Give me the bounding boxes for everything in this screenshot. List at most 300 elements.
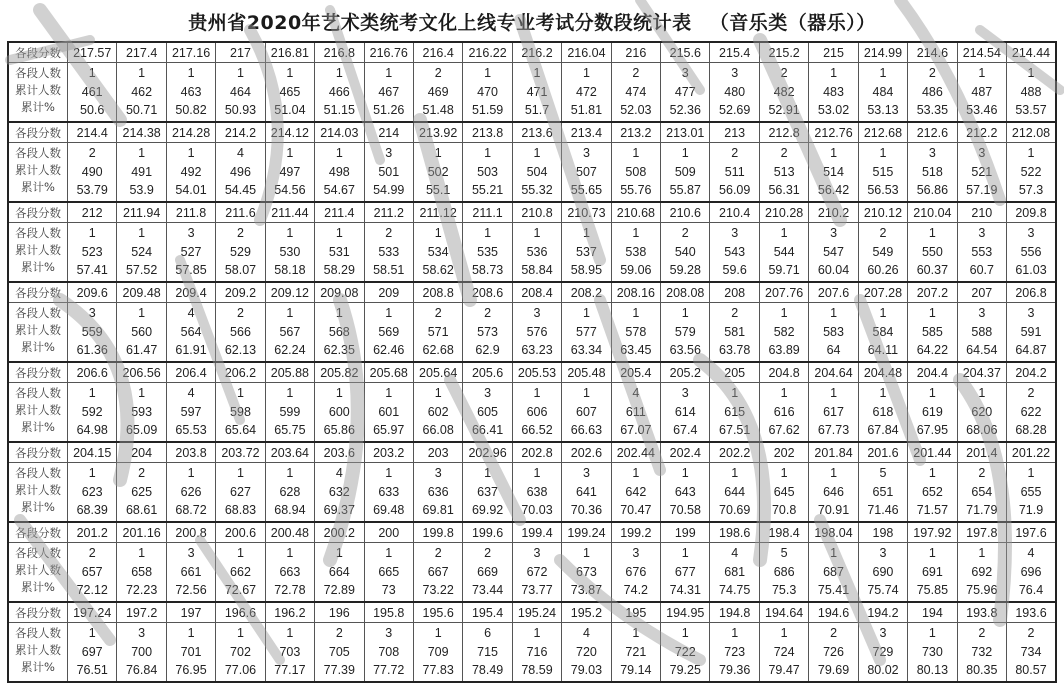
stats-cell [265, 223, 314, 283]
percent-value: 72.78 [274, 583, 306, 597]
cumulative-value: 477 [674, 84, 696, 99]
stats-row [8, 623, 1056, 683]
score-cell: 214.44 [1007, 42, 1056, 63]
score-cell: 212.8 [759, 122, 808, 143]
score-cell: 197.8 [957, 522, 1006, 543]
stats-cell [710, 383, 759, 443]
stats-cell [611, 303, 660, 363]
count-value: 1 [1027, 466, 1035, 480]
score-cell: 213.01 [661, 122, 710, 143]
score-cell: 210 [957, 202, 1006, 223]
cumulative-value: 655 [1020, 484, 1042, 499]
stats-cell [809, 623, 858, 683]
cumulative-value: 502 [427, 164, 449, 179]
score-cell: 212.6 [908, 122, 957, 143]
stats-cell [611, 63, 660, 123]
percent-value: 54.99 [373, 183, 405, 197]
percent-value: 51.48 [422, 103, 454, 117]
percent-value: 80.13 [916, 663, 949, 677]
score-cell: 195.4 [463, 602, 512, 623]
cumulative-value: 518 [921, 164, 943, 179]
cumulative-value: 692 [971, 564, 993, 579]
count-value: 1 [434, 386, 442, 400]
stats-cell [463, 223, 512, 283]
count-value: 1 [286, 146, 294, 160]
count-value: 1 [385, 386, 393, 400]
row-label-cumulative: 累计人数 [15, 403, 61, 417]
count-value: 2 [434, 66, 442, 80]
cumulative-value: 626 [180, 484, 202, 499]
stats-cell [315, 623, 364, 683]
count-value: 1 [138, 306, 146, 320]
cumulative-value: 667 [427, 564, 449, 579]
score-cell: 205 [710, 362, 759, 383]
percent-value: 73.87 [570, 583, 603, 597]
count-value: 1 [780, 306, 788, 320]
percent-value: 63.34 [570, 343, 603, 357]
percent-value: 50.6 [80, 103, 105, 117]
row-label-cumulative: 累计人数 [15, 643, 61, 657]
stats-cell [858, 303, 907, 363]
row-label-count: 各段人数 [15, 66, 61, 80]
cumulative-value: 490 [81, 164, 103, 179]
score-cell: 197.2 [117, 602, 166, 623]
cumulative-value: 686 [773, 564, 795, 579]
percent-value: 80.35 [966, 663, 998, 677]
count-value: 1 [879, 146, 887, 160]
stats-cell [858, 143, 907, 203]
percent-value: 50.93 [224, 103, 257, 117]
stats-cell [710, 623, 759, 683]
stats-cell [166, 463, 215, 523]
percent-value: 55.65 [570, 183, 603, 197]
score-cell: 205.64 [413, 362, 462, 383]
cumulative-value: 501 [378, 164, 400, 179]
cumulative-value: 508 [625, 164, 647, 179]
count-value: 4 [1027, 546, 1035, 560]
count-value: 1 [484, 226, 492, 240]
row-label-score: 各段分数 [8, 362, 68, 383]
percent-value: 56.53 [867, 183, 899, 197]
count-value: 1 [237, 546, 244, 560]
percent-value: 65.86 [323, 423, 355, 437]
stats-cell [315, 223, 364, 283]
cumulative-value: 582 [773, 324, 795, 339]
stats-cell [512, 623, 561, 683]
percent-value: 72.56 [175, 583, 207, 597]
stats-cell [512, 223, 561, 283]
count-value: 2 [681, 226, 689, 240]
count-value: 3 [731, 226, 739, 240]
row-label-score: 各段分数 [8, 42, 68, 63]
cumulative-value: 465 [279, 84, 301, 99]
score-cell: 207.6 [809, 282, 858, 303]
percent-value: 62.68 [422, 343, 454, 357]
score-cell: 205.88 [265, 362, 314, 383]
score-cell: 205.6 [463, 362, 512, 383]
stats-cell [68, 63, 117, 123]
score-cell: 208.6 [463, 282, 512, 303]
row-label-percent: 累计% [21, 180, 55, 194]
stats-cell [562, 543, 611, 603]
score-cell: 209.12 [265, 282, 314, 303]
row-labels-stats [8, 623, 68, 683]
count-value: 1 [335, 226, 343, 240]
cumulative-value: 633 [378, 484, 400, 499]
cumulative-value: 702 [230, 644, 251, 659]
count-value: 2 [88, 546, 96, 560]
score-cell: 214.99 [858, 42, 907, 63]
score-cell: 203.2 [364, 442, 413, 463]
percent-value: 70.47 [620, 503, 652, 517]
score-cell: 216 [611, 42, 660, 63]
stats-row [8, 223, 1056, 283]
stats-cell [562, 383, 611, 443]
count-value: 1 [731, 626, 739, 640]
cumulative-value: 514 [823, 164, 844, 179]
stats-cell [1007, 623, 1056, 683]
cumulative-value: 642 [625, 484, 647, 499]
stats-cell [809, 463, 858, 523]
count-value: 1 [928, 306, 936, 320]
stats-cell [858, 383, 907, 443]
cumulative-value: 529 [230, 244, 251, 259]
percent-value: 77.83 [422, 663, 454, 677]
cumulative-value: 480 [724, 84, 746, 99]
count-value: 1 [88, 66, 96, 80]
count-value: 3 [484, 386, 492, 400]
percent-value: 70.03 [521, 503, 553, 517]
cumulative-value: 566 [230, 324, 251, 339]
cumulative-value: 628 [279, 484, 301, 499]
cumulative-value: 487 [971, 84, 993, 99]
cumulative-value: 676 [625, 564, 647, 579]
stats-cell [1007, 143, 1056, 203]
count-value: 1 [484, 66, 492, 80]
count-value: 1 [681, 626, 689, 640]
score-cell: 200.8 [166, 522, 215, 543]
stats-cell [1007, 543, 1056, 603]
percent-value: 67.51 [719, 423, 751, 437]
count-value: 1 [582, 226, 590, 240]
percent-value: 74.75 [719, 583, 751, 597]
count-value: 3 [978, 306, 986, 320]
count-value: 3 [187, 546, 195, 560]
score-cell: 210.8 [512, 202, 561, 223]
stats-cell [710, 303, 759, 363]
stats-row [8, 463, 1056, 523]
percent-value: 64.98 [76, 423, 108, 437]
stats-cell [562, 463, 611, 523]
stats-cell [562, 143, 611, 203]
score-cell: 213.6 [512, 122, 561, 143]
count-value: 2 [978, 626, 986, 640]
stats-cell [661, 623, 710, 683]
count-value: 1 [780, 226, 788, 240]
percent-value: 51.15 [323, 103, 355, 117]
stats-cell [315, 63, 364, 123]
row-label-percent: 累计% [21, 260, 55, 274]
score-cell: 208.08 [661, 282, 710, 303]
percent-value: 63.78 [719, 343, 751, 357]
count-value: 1 [335, 306, 343, 320]
cumulative-value: 696 [1020, 564, 1042, 579]
count-value: 1 [385, 466, 393, 480]
count-value: 4 [187, 386, 195, 400]
percent-value: 64.54 [966, 343, 998, 357]
count-value: 2 [1027, 626, 1035, 640]
cumulative-value: 705 [328, 644, 350, 659]
stats-cell [957, 463, 1006, 523]
row-label-percent: 累计% [21, 420, 55, 434]
percent-value: 72.89 [323, 583, 355, 597]
cumulative-value: 602 [427, 404, 449, 419]
cumulative-value: 734 [1020, 644, 1042, 659]
row-labels-stats [8, 303, 68, 363]
percent-value: 70.69 [719, 503, 751, 517]
count-value: 2 [484, 306, 492, 320]
score-cell: 204.37 [957, 362, 1006, 383]
score-cell: 204.48 [858, 362, 907, 383]
row-label-count: 各段人数 [15, 466, 61, 480]
count-value: 1 [88, 386, 96, 400]
stats-cell [117, 383, 166, 443]
cumulative-value: 491 [131, 164, 153, 179]
score-cell: 195.6 [413, 602, 462, 623]
score-cell: 205.48 [562, 362, 611, 383]
stats-cell [364, 303, 413, 363]
count-value: 2 [484, 546, 492, 560]
score-cell: 200.2 [315, 522, 364, 543]
percent-value: 69.92 [471, 503, 504, 517]
cumulative-value: 523 [81, 244, 103, 259]
percent-value: 67.4 [673, 423, 698, 437]
title-category: （音乐类（器乐）） [709, 12, 876, 34]
cumulative-value: 538 [625, 244, 647, 259]
cumulative-value: 498 [328, 164, 350, 179]
stats-cell [908, 303, 957, 363]
count-value: 1 [286, 66, 294, 80]
percent-value: 65.64 [224, 423, 257, 437]
stats-cell [216, 223, 265, 283]
percent-value: 71.79 [966, 503, 998, 517]
cumulative-value: 715 [477, 644, 499, 659]
cumulative-value: 597 [180, 404, 202, 419]
stats-cell [265, 143, 314, 203]
cumulative-value: 627 [230, 484, 251, 499]
score-cell: 198.4 [759, 522, 808, 543]
cumulative-value: 632 [328, 484, 350, 499]
cumulative-value: 569 [378, 324, 400, 339]
score-cell: 208 [710, 282, 759, 303]
stats-cell [661, 543, 710, 603]
page-title [0, 8, 1064, 35]
percent-value: 79.25 [669, 663, 701, 677]
stats-cell [957, 223, 1006, 283]
score-cell: 211.94 [117, 202, 166, 223]
percent-value: 56.09 [719, 183, 751, 197]
percent-value: 75.41 [817, 583, 850, 597]
count-value: 1 [187, 466, 195, 480]
row-label-cumulative: 累计人数 [15, 83, 61, 97]
stats-cell [809, 303, 858, 363]
cumulative-value: 690 [872, 564, 894, 579]
score-cell: 206.8 [1007, 282, 1056, 303]
percent-value: 69.48 [373, 503, 405, 517]
cumulative-value: 492 [180, 164, 202, 179]
score-cell: 209 [364, 282, 413, 303]
percent-value: 52.91 [768, 103, 800, 117]
percent-value: 77.72 [373, 663, 405, 677]
cumulative-value: 607 [576, 404, 597, 419]
stats-cell [265, 463, 314, 523]
cumulative-value: 661 [180, 564, 202, 579]
cumulative-value: 673 [576, 564, 597, 579]
cumulative-value: 496 [230, 164, 251, 179]
cumulative-value: 522 [1020, 164, 1042, 179]
score-row [8, 42, 1056, 63]
stats-cell [315, 143, 364, 203]
count-value: 1 [286, 386, 294, 400]
score-row [8, 442, 1056, 463]
count-value: 4 [237, 146, 244, 160]
cumulative-value: 617 [823, 404, 844, 419]
score-cell: 212 [68, 202, 117, 223]
percent-value: 62.24 [274, 343, 306, 357]
count-value: 1 [88, 466, 96, 480]
cumulative-value: 568 [328, 324, 350, 339]
count-value: 2 [731, 306, 739, 320]
row-label-count: 各段人数 [15, 146, 61, 160]
score-cell: 206.4 [166, 362, 215, 383]
cumulative-value: 641 [576, 484, 597, 499]
count-value: 1 [780, 626, 788, 640]
count-value: 1 [879, 386, 887, 400]
score-row [8, 202, 1056, 223]
stats-cell [759, 623, 808, 683]
count-value: 1 [879, 306, 887, 320]
stats-cell [957, 543, 1006, 603]
percent-value: 55.76 [620, 183, 652, 197]
score-cell: 197.92 [908, 522, 957, 543]
score-cell: 196 [315, 602, 364, 623]
percent-value: 67.95 [916, 423, 949, 437]
stats-cell [562, 303, 611, 363]
stats-cell [166, 623, 215, 683]
count-value: 1 [286, 626, 294, 640]
cumulative-value: 658 [131, 564, 153, 579]
percent-value: 63.89 [768, 343, 800, 357]
score-cell: 214.28 [166, 122, 215, 143]
cumulative-value: 472 [576, 84, 597, 99]
score-cell: 199.4 [512, 522, 561, 543]
percent-value: 68.28 [1015, 423, 1047, 437]
percent-value: 70.36 [570, 503, 603, 517]
percent-value: 68.72 [175, 503, 207, 517]
score-cell: 195.24 [512, 602, 561, 623]
count-value: 1 [385, 546, 393, 560]
score-cell: 212.08 [1007, 122, 1056, 143]
count-value: 1 [335, 146, 343, 160]
count-value: 1 [978, 386, 986, 400]
percent-value: 64.11 [867, 343, 899, 357]
count-value: 1 [237, 386, 244, 400]
cumulative-value: 509 [674, 164, 696, 179]
row-labels-stats [8, 543, 68, 603]
score-cell: 212.2 [957, 122, 1006, 143]
percent-value: 58.95 [570, 263, 603, 277]
count-value: 1 [237, 626, 244, 640]
count-value: 2 [385, 226, 393, 240]
count-value: 2 [632, 66, 640, 80]
score-cell: 216.22 [463, 42, 512, 63]
score-cell: 198.6 [710, 522, 759, 543]
percent-value: 62.35 [323, 343, 355, 357]
percent-value: 72.23 [125, 583, 158, 597]
count-value: 1 [335, 386, 343, 400]
count-value: 1 [533, 146, 541, 160]
stats-cell [166, 303, 215, 363]
stats-cell [413, 463, 462, 523]
score-cell: 202.96 [463, 442, 512, 463]
percent-value: 62.9 [475, 343, 500, 357]
cumulative-value: 527 [180, 244, 202, 259]
cumulative-value: 722 [674, 644, 696, 659]
stats-cell [908, 543, 957, 603]
stats-cell [858, 463, 907, 523]
percent-value: 57.19 [966, 183, 998, 197]
row-label-cumulative: 累计人数 [15, 323, 61, 337]
score-cell: 205.82 [315, 362, 364, 383]
score-cell: 211.1 [463, 202, 512, 223]
stats-cell [562, 63, 611, 123]
percent-value: 64 [826, 343, 841, 357]
count-value: 3 [928, 146, 936, 160]
stats-cell [166, 543, 215, 603]
score-cell: 194 [908, 602, 957, 623]
cumulative-value: 591 [1020, 324, 1042, 339]
stats-cell [166, 63, 215, 123]
count-value: 3 [582, 146, 590, 160]
count-value: 3 [681, 66, 689, 80]
score-cell: 202.2 [710, 442, 759, 463]
percent-value: 75.96 [966, 583, 998, 597]
count-value: 3 [88, 306, 96, 320]
stats-cell [611, 223, 660, 283]
percent-value: 78.59 [521, 663, 553, 677]
cumulative-value: 622 [1020, 404, 1042, 419]
stats-cell [117, 63, 166, 123]
count-value: 3 [1027, 226, 1035, 240]
score-cell: 214.38 [117, 122, 166, 143]
score-row [8, 362, 1056, 383]
percent-value: 77.39 [323, 663, 355, 677]
cumulative-value: 467 [378, 84, 400, 99]
stats-cell [611, 543, 660, 603]
count-value: 1 [632, 306, 640, 320]
cumulative-value: 536 [526, 244, 548, 259]
percent-value: 78.49 [471, 663, 504, 677]
stats-cell [117, 463, 166, 523]
stats-cell [512, 63, 561, 123]
row-labels-stats [8, 383, 68, 443]
score-cell: 208.2 [562, 282, 611, 303]
percent-value: 68.39 [76, 503, 108, 517]
stats-cell [908, 143, 957, 203]
stats-cell [216, 383, 265, 443]
count-value: 1 [533, 386, 541, 400]
score-cell: 201.44 [908, 442, 957, 463]
